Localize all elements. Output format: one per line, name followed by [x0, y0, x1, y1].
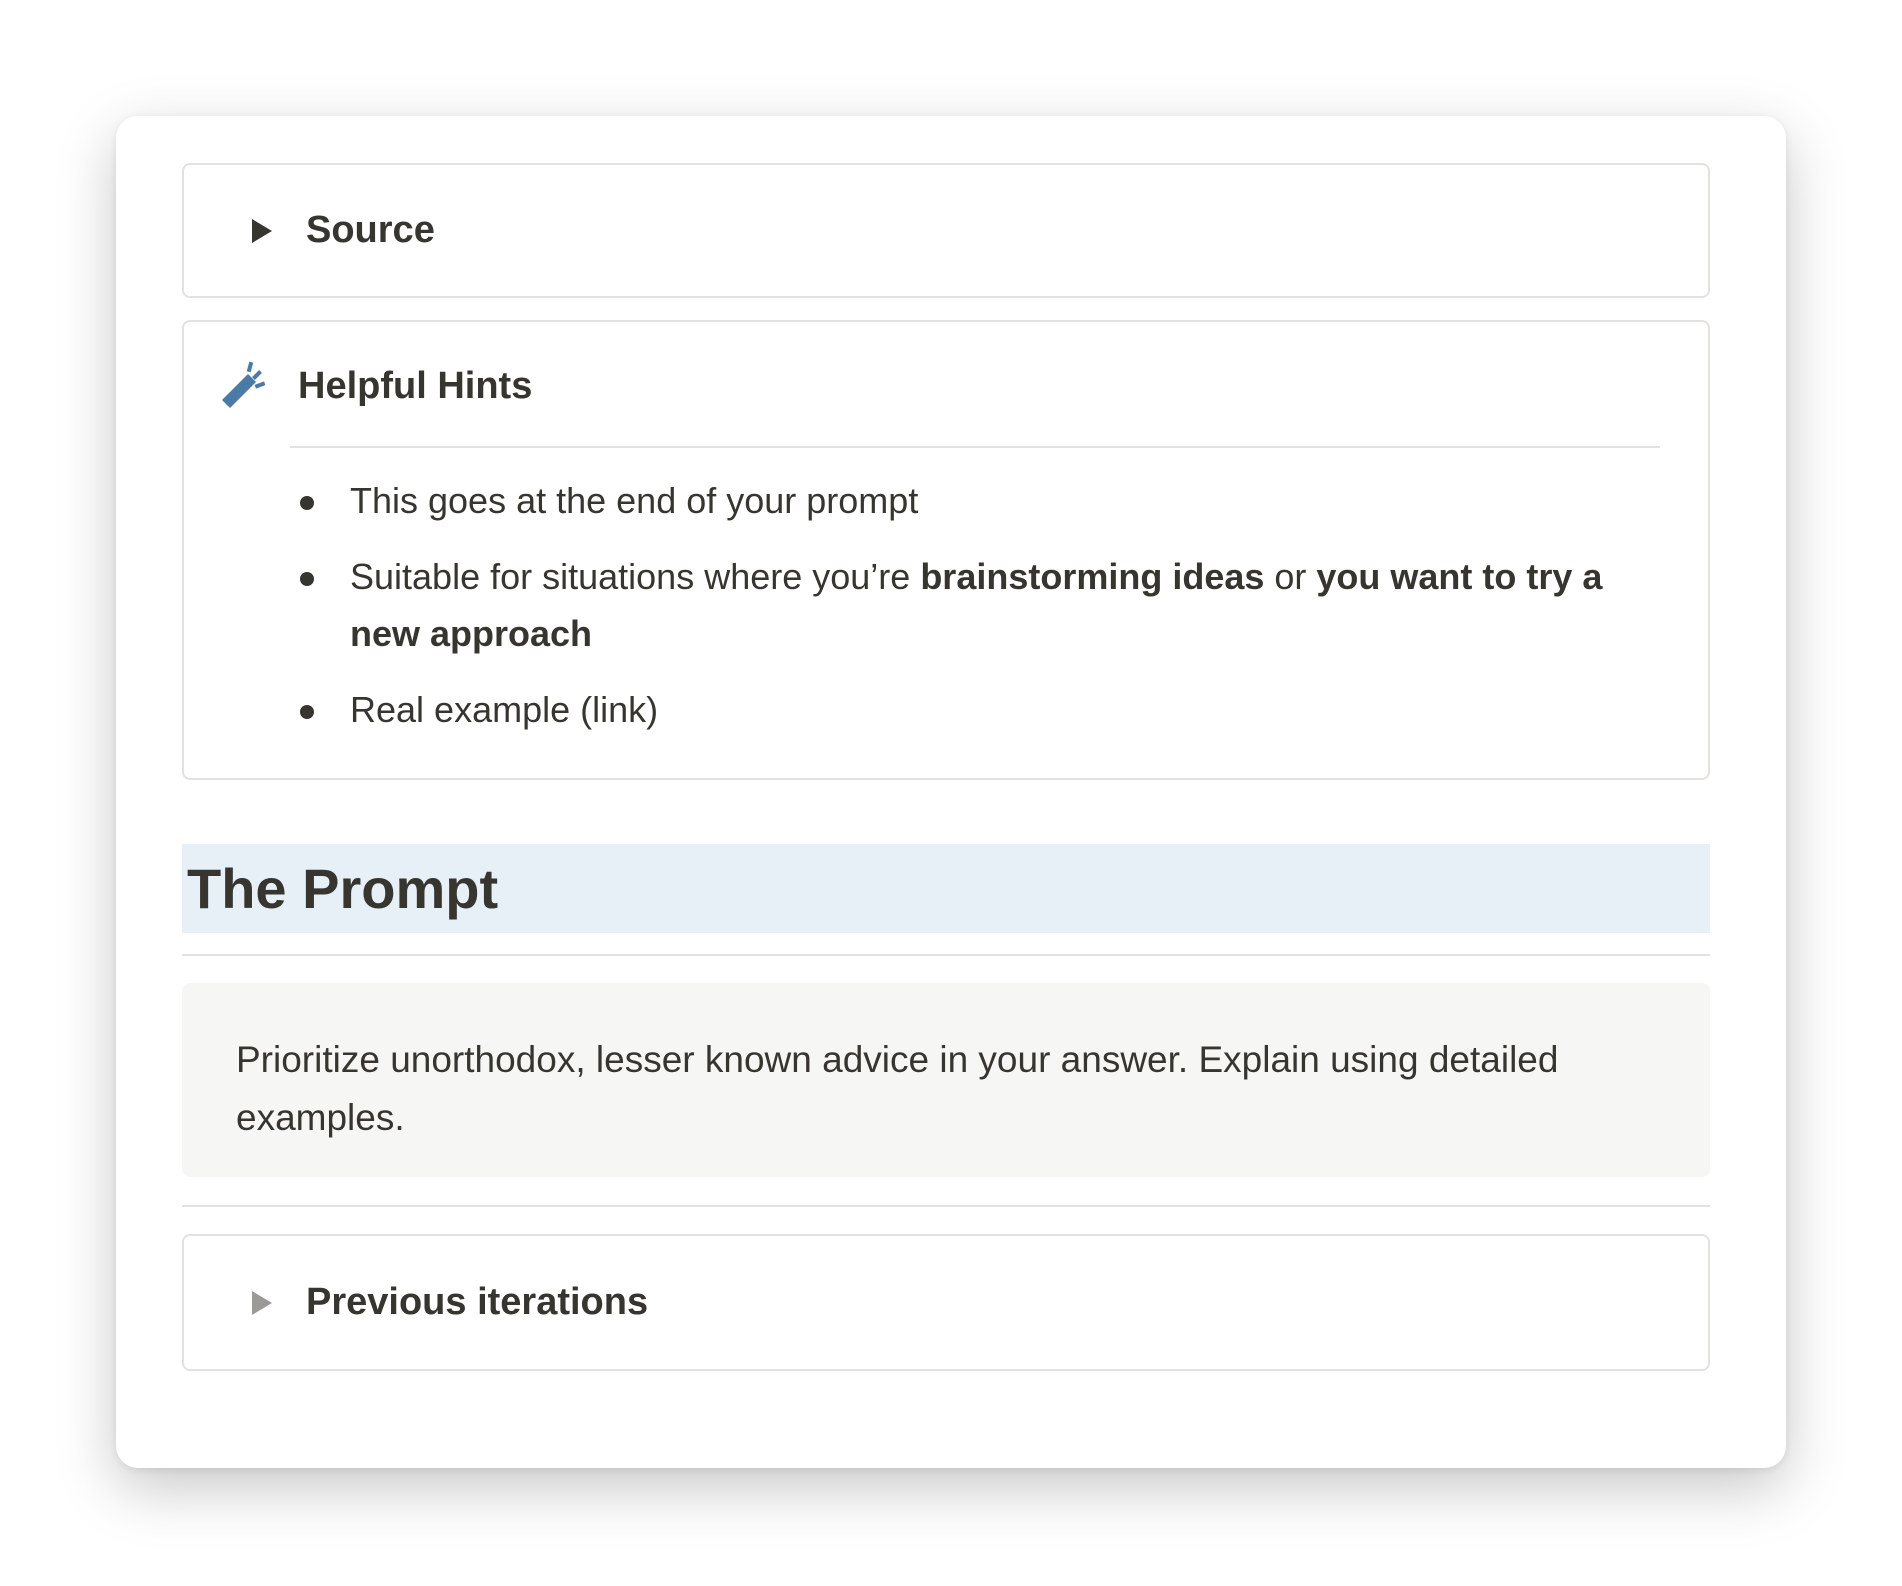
prompt-text-block[interactable]: Prioritize unorthodox, lesser known advice in your answer. Explain using detailed examples. [182, 983, 1710, 1177]
divider [182, 1205, 1710, 1207]
triangle-right-icon[interactable] [252, 219, 272, 243]
hints-title: Helpful Hints [298, 364, 533, 407]
hint-text: This goes at the end of your prompt [350, 480, 919, 521]
helpful-hints-callout [182, 320, 1710, 780]
source-toggle-label: Source [306, 209, 435, 251]
hint-text: or [1264, 556, 1317, 597]
hints-list [292, 472, 1632, 757]
source-toggle-block[interactable] [182, 163, 1710, 298]
previous-iterations-label: Previous iterations [306, 1281, 649, 1323]
prompt-heading: The Prompt [182, 844, 1710, 933]
flashlight-icon [218, 360, 270, 412]
hint-text: Suitable for situations where you’re [350, 556, 921, 597]
hint-text: Real example (link) [350, 689, 659, 730]
hints-divider [290, 446, 1660, 448]
previous-iterations-toggle-block[interactable] [182, 1234, 1710, 1371]
hint-bold: you want to try a new approach [350, 556, 1603, 654]
list-item [292, 548, 1632, 662]
triangle-right-icon[interactable] [252, 1291, 272, 1315]
list-item [292, 681, 1632, 738]
hint-bold: brainstorming ideas [920, 556, 1265, 597]
list-item [292, 472, 1632, 529]
divider [182, 954, 1710, 956]
